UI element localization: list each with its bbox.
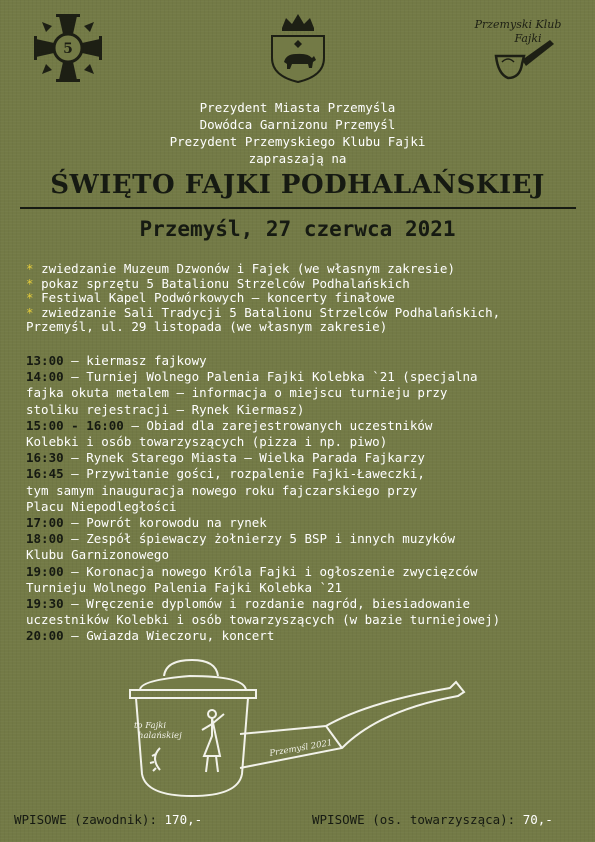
attraction-text-continued: Przemyśl, ul. 29 listopada (we własnym zakresie)	[26, 319, 388, 334]
star-icon: *	[26, 261, 34, 276]
intro-block	[0, 99, 595, 167]
highlander-pipe-illustration	[120, 656, 480, 804]
schedule-text: Obiad dla zarejestrowanych uczestników	[146, 417, 433, 433]
schedule-text: Zespół śpiewaczy żołnierzy 5 BSP i innych muzyków	[86, 531, 455, 547]
club-name-line2: Fajki	[514, 32, 542, 45]
schedule-text-continued: fajka okuta metalem – informacja o miejscu turnieju przy	[26, 385, 448, 401]
bowl-text-line1: to Fajki	[134, 721, 167, 731]
schedule-item: 16:30 – Rynek Starego Miasta – Wielka Parada Fajkarzy	[26, 450, 425, 466]
schedule-text: Rynek Starego Miasta – Wielka Parada Fajkarzy	[86, 450, 425, 466]
event-place-date: Przemyśl, 27 czerwca 2021	[139, 217, 456, 241]
schedule-time: 17:00	[26, 515, 64, 531]
schedule-item: 14:00 – Turniej Wolnego Palenia Fajki Kolebka `21 (specjalna	[26, 369, 478, 385]
przemyski-klub-fajki-logo	[468, 12, 568, 88]
attraction-item	[26, 306, 586, 321]
schedule-item: 20:00 – Gwiazda Wieczoru, koncert	[26, 628, 275, 644]
schedule-time: 14:00	[26, 369, 64, 385]
fee-companion: WPISOWE (os. towarzysząca): 70,-	[312, 812, 553, 827]
schedule-text-continued: Klubu Garnizonowego	[26, 547, 169, 563]
attraction-text: zwiedzanie Muzeum Dzwonów i Fajek (we własnym zakresie)	[41, 261, 455, 276]
title-underline	[20, 207, 576, 209]
fee-label: WPISOWE (zawodnik)	[14, 812, 150, 827]
star-icon: *	[26, 290, 34, 305]
schedule-text-continued: stoliku rejestracji – Rynek Kiermasz)	[26, 401, 305, 417]
schedule-time: 15:00 - 16:00	[26, 417, 124, 433]
schedule-time: 16:45	[26, 466, 64, 482]
schedule-text: Wręczenie dyplomów i rozdanie nagród, biesiadowanie	[86, 596, 471, 612]
schedule-text: kiermasz fajkowy	[86, 353, 207, 368]
fee-value: 70,-	[522, 812, 553, 827]
intro-line: Dowódca Garnizonu Przemyśl	[199, 117, 396, 132]
przemysl-coat-of-arms-logo	[268, 12, 328, 84]
schedule-text: Powrót korowodu na rynek	[86, 515, 267, 531]
schedule-text-continued: Kolebki i osób towarzyszących (pizza i np. piwo)	[26, 434, 388, 450]
fee-label: WPISOWE (os. towarzysząca)	[312, 812, 508, 827]
fee-value: 170,-	[164, 812, 203, 827]
club-name-line1: Przemyski Klub	[474, 18, 562, 31]
attraction-text: Festiwal Kapel Podwórkowych – koncerty finałowe	[41, 290, 395, 305]
schedule-item: 17:00 – Powrót korowodu na rynek	[26, 515, 267, 531]
schedule-text-continued: tym samym inauguracja nowego roku fajczarskiego przy	[26, 482, 418, 498]
event-schedule	[26, 353, 586, 645]
attraction-text: pokaz sprzętu 5 Batalionu Strzelców Podhalańskich	[41, 275, 410, 291]
cross-number: 5	[63, 41, 73, 57]
schedule-item: 18:00 – Zespół śpiewaczy żołnierzy 5 BSP i innych muzyków	[26, 531, 455, 547]
cross-emblem-logo	[32, 12, 104, 84]
fee-competitor: WPISOWE (zawodnik): 170,-	[14, 812, 203, 827]
schedule-time: 19:00	[26, 563, 64, 579]
event-title: ŚWIĘTO FAJKI PODHALAŃSKIEJ	[50, 170, 545, 200]
attraction-item	[26, 277, 586, 292]
schedule-time: 19:30	[26, 596, 64, 612]
attractions-list	[26, 262, 586, 335]
schedule-time: 20:00	[26, 628, 64, 644]
schedule-time: 16:30	[26, 450, 64, 466]
attraction-item	[26, 262, 586, 277]
schedule-text: Gwiazda Wieczoru, koncert	[86, 628, 275, 644]
star-icon: *	[26, 275, 34, 291]
stem-text: Przemyśl 2021	[268, 738, 334, 759]
schedule-time: 13:00	[26, 353, 64, 368]
intro-line: zapraszają na	[248, 151, 347, 166]
bowl-text-line2: halańskiej	[138, 731, 182, 741]
schedule-text-continued: Turnieju Wolnego Palenia Fajki Kolebka `21	[26, 579, 343, 595]
schedule-text: Koronacja nowego Króla Fajki i ogłoszenie zwycięzców	[86, 563, 478, 579]
intro-line: Prezydent Przemyskiego Klubu Fajki	[169, 134, 426, 149]
star-icon: *	[26, 304, 34, 320]
schedule-text-continued: Placu Niepodległości	[26, 498, 177, 514]
schedule-text: Turniej Wolnego Palenia Fajki Kolebka `21 (specjalna	[86, 369, 478, 385]
schedule-time: 18:00	[26, 531, 64, 547]
attraction-text: zwiedzanie Sali Tradycji 5 Batalionu Strzelców Podhalańskich,	[41, 304, 501, 320]
schedule-item: 16:45 – Przywitanie gości, rozpalenie Fajki-Ławeczki,	[26, 466, 425, 482]
intro-line: Prezydent Miasta Przemyśla	[199, 100, 396, 115]
schedule-text-continued: uczestników Kolebki i osób towarzyszących (w bazie turniejowej)	[26, 612, 501, 628]
schedule-item: 13:00 – kiermasz fajkowy	[26, 353, 207, 368]
schedule-item: 15:00 - 16:00 – Obiad dla zarejestrowanych uczestników	[26, 417, 433, 433]
attraction-item	[26, 291, 586, 306]
schedule-item: 19:30 – Wręczenie dyplomów i rozdanie nagród, biesiadowanie	[26, 596, 471, 612]
schedule-item: 19:00 – Koronacja nowego Króla Fajki i ogłoszenie zwycięzców	[26, 563, 478, 579]
schedule-text: Przywitanie gości, rozpalenie Fajki-Ławeczki,	[86, 466, 425, 482]
